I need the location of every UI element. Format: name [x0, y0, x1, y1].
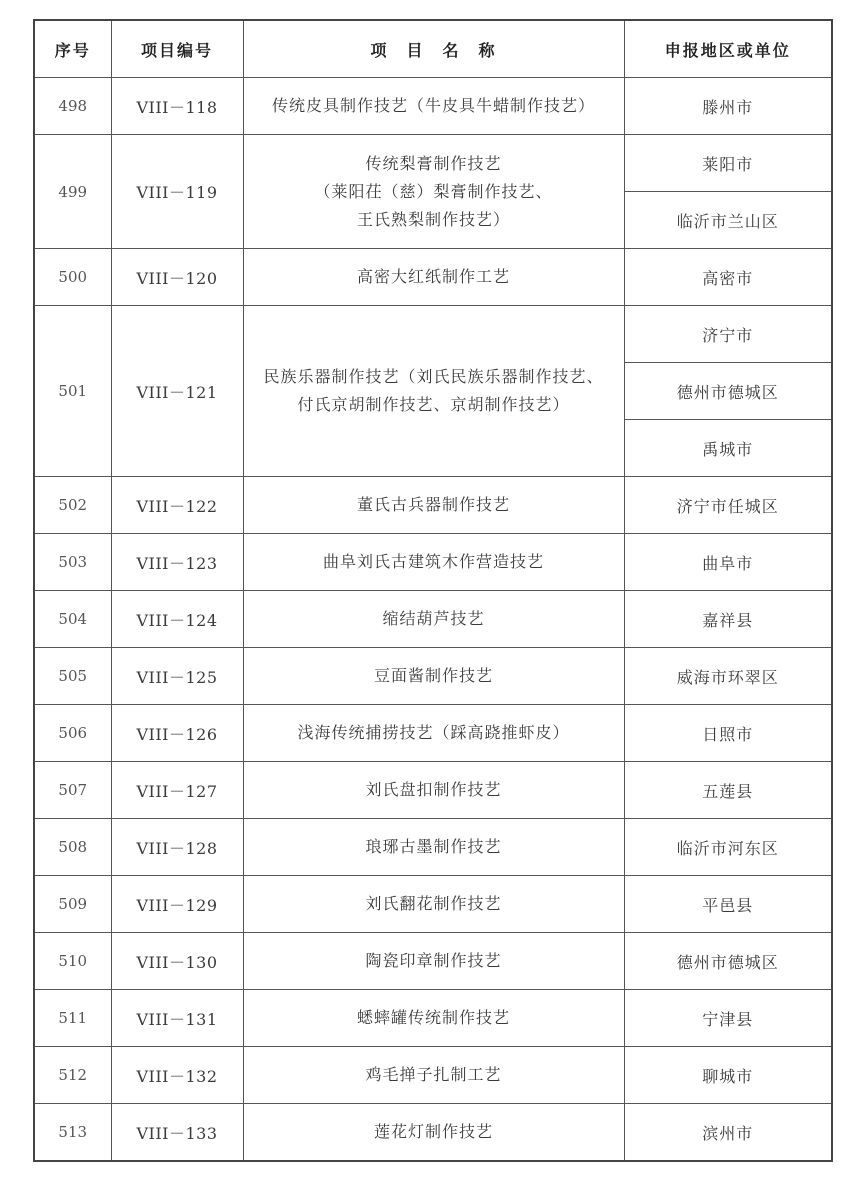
project-name-line: 豆面酱制作技艺	[373, 666, 493, 685]
applicant-region: 临沂市兰山区	[624, 192, 832, 249]
row-index: 502	[34, 477, 111, 534]
project-name-line: 高密大红纸制作工艺	[356, 267, 510, 286]
table-row	[34, 135, 832, 192]
row-index: 513	[34, 1104, 111, 1162]
project-code: VIII－131	[111, 990, 243, 1047]
project-name-line: 刘氏翻花制作技艺	[365, 894, 502, 913]
header-name: 项 目 名 称	[243, 20, 624, 78]
applicant-region: 莱阳市	[624, 135, 832, 192]
project-name-line: 浅海传统捕捞技艺（踩高跷推虾皮）	[297, 723, 570, 742]
project-name-line: 民族乐器制作技艺（刘氏民族乐器制作技艺、	[263, 367, 604, 386]
project-code: VIII－127	[111, 762, 243, 819]
row-index: 505	[34, 648, 111, 705]
project-name-line: 付氏京胡制作技艺、京胡制作技艺）	[297, 395, 570, 414]
project-name	[243, 135, 624, 249]
row-index: 503	[34, 534, 111, 591]
project-name	[243, 1047, 624, 1104]
project-name-line: 传统梨膏制作技艺	[365, 153, 502, 173]
table-row	[34, 477, 832, 534]
project-name-line: 董氏古兵器制作技艺	[356, 495, 510, 514]
applicant-region: 德州市德城区	[624, 933, 832, 990]
table-row	[34, 534, 832, 591]
row-index: 501	[34, 306, 111, 477]
project-code: VIII－119	[111, 135, 243, 249]
project-name	[243, 1104, 624, 1162]
applicant-region: 禹城市	[624, 420, 832, 477]
project-code: VIII－126	[111, 705, 243, 762]
row-index: 510	[34, 933, 111, 990]
applicant-region: 宁津县	[624, 990, 832, 1047]
table-row	[34, 78, 832, 135]
project-name-line: 王氏熟梨制作技艺）	[356, 209, 510, 229]
project-name-line: 传统皮具制作技艺（牛皮具牛蜡制作技艺）	[271, 96, 595, 115]
row-index: 512	[34, 1047, 111, 1104]
row-index: 509	[34, 876, 111, 933]
applicant-region: 济宁市任城区	[624, 477, 832, 534]
project-code: VIII－128	[111, 819, 243, 876]
project-code: VIII－130	[111, 933, 243, 990]
table-row	[34, 648, 832, 705]
project-name	[243, 990, 624, 1047]
table-row	[34, 1104, 832, 1162]
applicant-region: 嘉祥县	[624, 591, 832, 648]
applicant-region: 曲阜市	[624, 534, 832, 591]
project-name	[243, 306, 624, 477]
table-body	[34, 78, 832, 1162]
table-row	[34, 705, 832, 762]
project-name-line: 琅琊古墨制作技艺	[365, 837, 502, 856]
applicant-region: 威海市环翠区	[624, 648, 832, 705]
project-name-line: 莲花灯制作技艺	[373, 1122, 493, 1141]
project-code: VIII－118	[111, 78, 243, 135]
applicant-region: 济宁市	[624, 306, 832, 363]
project-name-line: 陶瓷印章制作技艺	[365, 951, 502, 970]
applicant-region: 平邑县	[624, 876, 832, 933]
row-index: 507	[34, 762, 111, 819]
project-name	[243, 648, 624, 705]
header-code: 项目编号	[111, 20, 243, 78]
table-row	[34, 762, 832, 819]
project-name	[243, 249, 624, 306]
project-name	[243, 705, 624, 762]
applicant-region: 滕州市	[624, 78, 832, 135]
table-row	[34, 933, 832, 990]
project-name-line: 鸡毛掸子扎制工艺	[365, 1065, 502, 1084]
table-row	[34, 819, 832, 876]
project-code: VIII－121	[111, 306, 243, 477]
applicant-region: 日照市	[624, 705, 832, 762]
applicant-region: 高密市	[624, 249, 832, 306]
project-name	[243, 78, 624, 135]
project-name	[243, 591, 624, 648]
table-row	[34, 249, 832, 306]
row-index: 504	[34, 591, 111, 648]
project-name-line: 缩结葫芦技艺	[382, 609, 485, 628]
table-row	[34, 876, 832, 933]
project-code: VIII－120	[111, 249, 243, 306]
table-header-row	[34, 20, 832, 78]
applicant-region: 德州市德城区	[624, 363, 832, 420]
table-row	[34, 1047, 832, 1104]
heritage-project-table	[33, 19, 833, 1162]
project-code: VIII－133	[111, 1104, 243, 1162]
table-row	[34, 591, 832, 648]
project-name-line: 蟋蟀罐传统制作技艺	[356, 1008, 510, 1027]
project-name	[243, 933, 624, 990]
project-name	[243, 762, 624, 819]
table-row	[34, 306, 832, 363]
project-name	[243, 477, 624, 534]
project-name	[243, 534, 624, 591]
row-index: 508	[34, 819, 111, 876]
project-code: VIII－125	[111, 648, 243, 705]
project-name-line: 刘氏盘扣制作技艺	[365, 780, 502, 799]
project-name-line: （莱阳茌（慈）梨膏制作技艺、	[314, 181, 553, 201]
row-index: 498	[34, 78, 111, 135]
project-code: VIII－132	[111, 1047, 243, 1104]
project-code: VIII－124	[111, 591, 243, 648]
header-index: 序号	[34, 20, 111, 78]
row-index: 500	[34, 249, 111, 306]
project-code: VIII－122	[111, 477, 243, 534]
applicant-region: 临沂市河东区	[624, 819, 832, 876]
applicant-region: 滨州市	[624, 1104, 832, 1162]
row-index: 506	[34, 705, 111, 762]
project-name	[243, 876, 624, 933]
project-code: VIII－123	[111, 534, 243, 591]
header-region: 申报地区或单位	[624, 20, 832, 78]
table-row	[34, 990, 832, 1047]
row-index: 499	[34, 135, 111, 249]
project-code: VIII－129	[111, 876, 243, 933]
project-name-line: 曲阜刘氏古建筑木作营造技艺	[322, 552, 544, 571]
row-index: 511	[34, 990, 111, 1047]
project-name	[243, 819, 624, 876]
applicant-region: 聊城市	[624, 1047, 832, 1104]
applicant-region: 五莲县	[624, 762, 832, 819]
